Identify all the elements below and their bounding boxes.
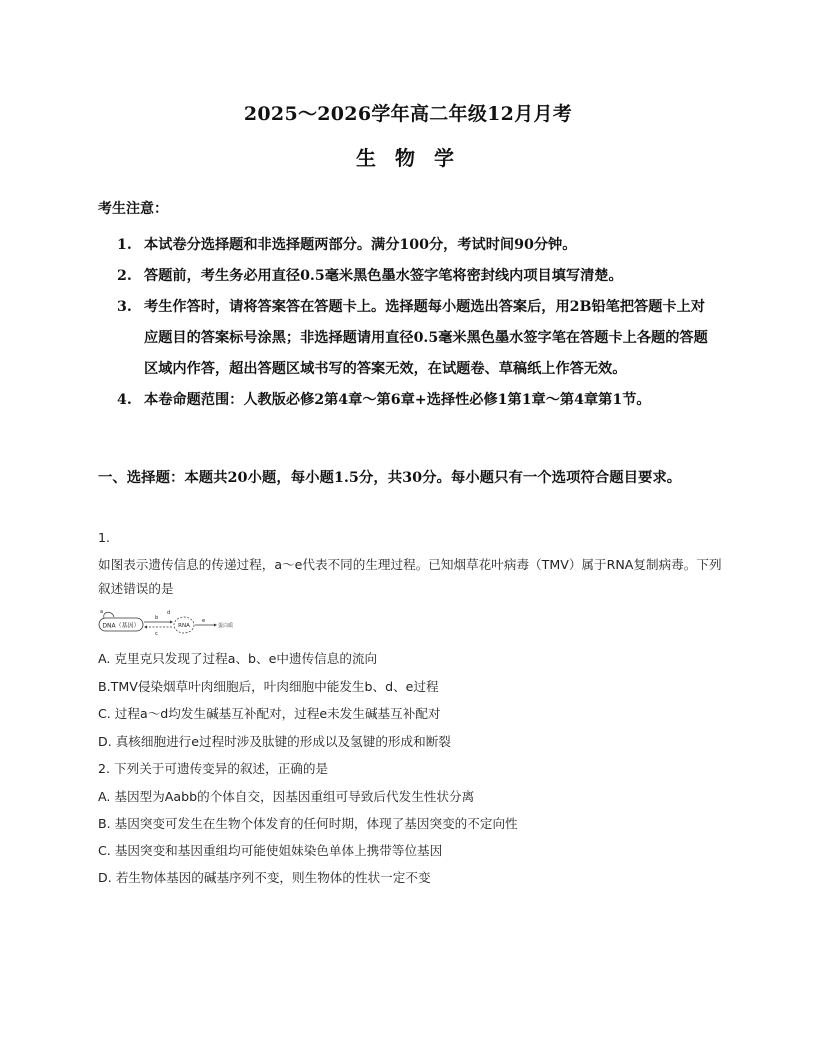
notice-item-number: 2. <box>117 268 132 284</box>
label-c: c <box>155 631 158 637</box>
question-2-option-c: C. 基因突变和基因重组均可能使姐妹染色单体上携带等位基因 <box>98 843 443 858</box>
question-1-stem: 如图表示遗传信息的传递过程，a～e代表不同的生理过程。已知烟草花叶病毒（TMV）属于RNA复制病毒。下列叙述错误的是 <box>98 557 722 596</box>
exam-title: 2025～2026学年高二年级12月月考 <box>243 103 573 125</box>
question-1-option-a: A. 克里克只发现了过程a、b、e中遗传信息的流向 <box>98 651 378 666</box>
label-e: e <box>202 618 206 624</box>
notice-item <box>117 230 717 261</box>
replication-arrow-a <box>104 612 114 618</box>
label-d: d <box>167 610 171 616</box>
question-2-option-a: A. 基因型为Aabb的个体自交，因基因重组可导致后代发生性状分离 <box>98 789 475 804</box>
question-2-stem: 2. 下列关于可遗传变异的叙述，正确的是 <box>98 761 329 776</box>
notice-item <box>117 385 717 416</box>
label-a: a <box>100 609 104 615</box>
notice-item-number: 4. <box>117 392 132 408</box>
notice-item <box>117 292 717 385</box>
arrowhead-icon <box>214 624 217 627</box>
notice-item-text: 本试卷分选择题和非选择题两部分。满分100分，考试时间90分钟。 <box>144 237 577 253</box>
question-2-option-d: D. 若生物体基因的碱基序列不变，则生物体的性状一定不变 <box>98 870 431 885</box>
notice-item-number: 3. <box>117 299 132 315</box>
question-1-option-c: C. 过程a～d均发生碱基互补配对，过程e未发生碱基互补配对 <box>98 706 441 721</box>
notice-item-number: 1. <box>117 237 132 253</box>
question-1-number: 1. <box>98 530 111 545</box>
subject-title: 生 物 学 <box>356 146 460 170</box>
notice-heading: 考生注意： <box>98 201 168 217</box>
dna-node-label: DNA（基因） <box>102 622 140 630</box>
notice-item <box>117 261 717 292</box>
notice-list <box>117 230 717 416</box>
arrowhead-icon <box>144 626 147 629</box>
notice-item-text: 考生作答时，请将答案答在答题卡上。选择题每小题选出答案后，用2B铅笔把答题卡上对应题目的答案标号涂黑；非选择题请用直径0.5毫米黑色墨水签字笔在答题卡上各题的答题区域内作答，超出答题区域书写的答案无效，在试题卷、草稿纸上作答无效。 <box>144 299 708 377</box>
notice-item-text: 本卷命题范围：人教版必修2第4章～第6章+选择性必修1第1章～第4章第1节。 <box>144 392 651 408</box>
genetic-info-flow-diagram <box>96 608 234 638</box>
question-1-option-d: D. 真核细胞进行e过程时涉及肽键的形成以及氢键的形成和断裂 <box>98 734 451 749</box>
section-heading: 一、选择题：本题共20小题，每小题1.5分，共30分。每小题只有一个选项符合题目要求。 <box>98 469 682 486</box>
rna-node-label: RNA <box>178 623 190 629</box>
question-1-option-b: B.TMV侵染烟草叶肉细胞后，叶肉细胞中能发生b、d、e过程 <box>98 679 439 694</box>
protein-node-label: 蛋白质 <box>218 623 234 629</box>
notice-item-text: 答题前，考生务必用直径0.5毫米黑色墨水签字笔将密封线内项目填写清楚。 <box>144 268 623 284</box>
question-2-option-b: B. 基因突变可发生在生物个体发育的任何时期，体现了基因突变的不定向性 <box>98 816 518 831</box>
label-b: b <box>155 615 159 621</box>
arrowhead-icon <box>170 621 173 624</box>
